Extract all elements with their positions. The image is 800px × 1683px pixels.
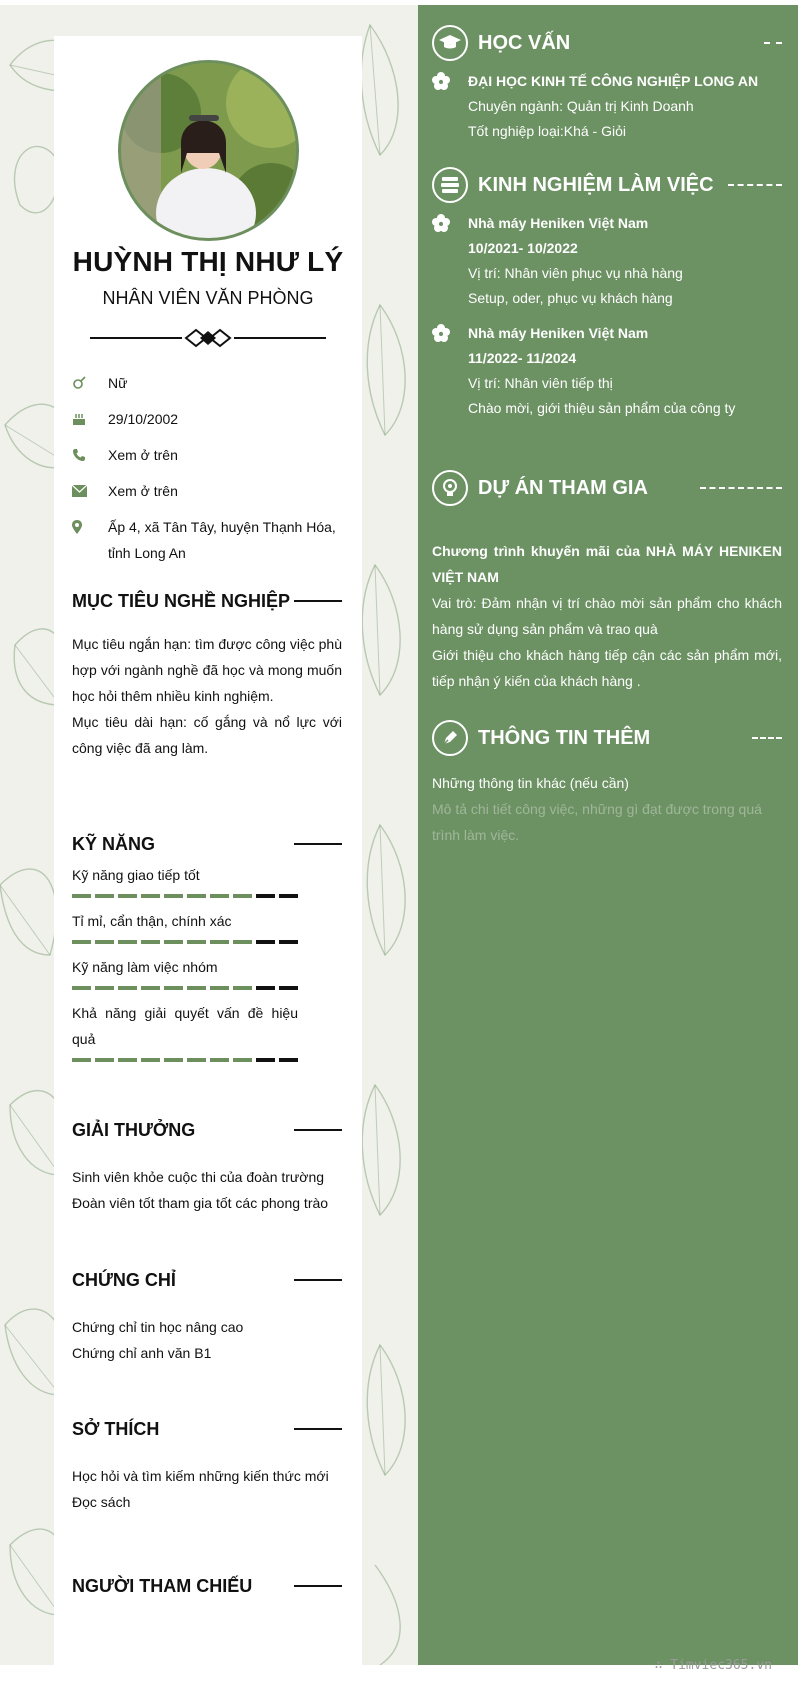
avatar: [118, 60, 299, 241]
right-column: [418, 5, 798, 1665]
birthday-cake-icon: [72, 406, 108, 432]
gender-icon: [72, 370, 108, 396]
skill-segment: [118, 940, 137, 944]
heading-dashes: [728, 184, 782, 186]
education-major: Chuyên ngành: Quản trị Kinh Doanh: [468, 98, 694, 114]
contact-gender: [72, 370, 342, 396]
skill-level-bar: [72, 986, 298, 990]
skill-segment: [72, 894, 91, 898]
skill-segment: [72, 1058, 91, 1062]
contact-phone: [72, 442, 342, 468]
education-section: [432, 25, 782, 144]
heading-rule: [294, 1129, 342, 1131]
experience-position: Vị trí: Nhân viên tiếp thị: [468, 375, 613, 391]
skill-segment: [141, 1058, 160, 1062]
phone-icon: [72, 442, 108, 468]
experience-heading: [432, 167, 782, 203]
education-entry: [432, 69, 782, 144]
address-value: Ấp 4, xã Tân Tây, huyện Thạnh Hóa, tỉnh Long An: [108, 519, 336, 561]
lightbulb-gear-icon: [432, 470, 468, 506]
experience-heading-text: KINH NGHIỆM LÀM VIỆC: [478, 173, 714, 196]
phone-value: Xem ở trên: [108, 447, 178, 463]
education-heading: [432, 25, 782, 61]
additional-heading: [432, 720, 782, 756]
skills-list: [72, 862, 342, 1062]
education-school: ĐẠI HỌC KINH TẾ CÔNG NGHIỆP LONG AN: [468, 73, 759, 89]
objective-long-term: Mục tiêu dài hạn: cố gắng và nổ lực với công việc đã ang làm.: [72, 714, 342, 756]
objective-section: [72, 587, 342, 761]
additional-heading-text: THÔNG TIN THÊM: [478, 726, 651, 749]
experience-period: 11/2022- 11/2024: [468, 350, 577, 366]
objective-heading: [72, 587, 342, 615]
hobbies-section: [72, 1415, 342, 1515]
award-item: Đoàn viên tốt tham gia tốt các phong trào: [72, 1195, 329, 1211]
project-body: [432, 538, 782, 694]
contact-birthday: [72, 406, 342, 432]
skill-segment: [187, 1058, 206, 1062]
education-heading-text: HỌC VẤN: [478, 31, 571, 54]
skill-segment: [256, 894, 275, 898]
experience-entry: [432, 321, 782, 421]
heading-rule: [294, 1279, 342, 1281]
books-icon: [432, 167, 468, 203]
additional-placeholder: Mô tả chi tiết công việc, những gì đạt được trong quá trình làm việc.: [432, 801, 762, 843]
experience-entry: [432, 211, 782, 311]
experience-company: Nhà máy Heniken Việt Nam: [468, 215, 649, 231]
objective-body: [72, 631, 342, 761]
skill-item: [72, 1000, 342, 1062]
avatar-photo-icon: [121, 63, 299, 241]
heading-rule: [294, 1585, 342, 1587]
objective-short-term: Mục tiêu ngắn hạn: tìm được công việc phù hợp với ngành nghề đã học và mong muốn học hỏi thêm nhiều kinh nghiệm.: [72, 636, 342, 704]
skill-name: Kỹ năng giao tiếp tốt: [72, 867, 200, 883]
experience-position: Vị trí: Nhân viên phục vụ nhà hàng: [468, 265, 683, 281]
job-title: NHÂN VIÊN VĂN PHÒNG: [102, 288, 314, 308]
skill-segment: [256, 1058, 275, 1062]
watermark: ∴ Timviec365.vn: [654, 1658, 772, 1673]
skill-segment: [141, 986, 160, 990]
graduation-cap-icon: [432, 25, 468, 61]
skill-item: [72, 862, 342, 898]
additional-section: [432, 720, 782, 848]
project-role: Vai trò: Đảm nhận vị trí chào mời sản phẩm cho khách hàng sử dụng sản phẩm và trao quà: [432, 595, 782, 637]
skill-segment: [279, 894, 298, 898]
skills-section: [72, 830, 342, 1072]
skill-segment: [279, 1058, 298, 1062]
references-heading-text: NGƯỜI THAM CHIẾU: [72, 1575, 253, 1596]
skill-segment: [118, 894, 137, 898]
skill-segment: [210, 1058, 229, 1062]
skill-segment: [279, 986, 298, 990]
gender-value: Nữ: [108, 375, 128, 391]
certificates-heading-text: CHỨNG CHỈ: [72, 1269, 176, 1290]
skills-heading: [72, 830, 342, 858]
heading-dashes: [700, 487, 782, 489]
references-section: [72, 1572, 342, 1600]
skill-segment: [164, 894, 183, 898]
awards-list: [72, 1164, 342, 1216]
additional-body: [432, 770, 782, 848]
skill-segment: [233, 894, 252, 898]
projects-heading-text: DỰ ÁN THAM GIA: [478, 476, 648, 499]
hobbies-list: [72, 1463, 342, 1515]
awards-section: [72, 1116, 342, 1216]
birthday-value: 29/10/2002: [108, 411, 179, 427]
skill-segment: [95, 1058, 114, 1062]
skill-segment: [210, 986, 229, 990]
objective-heading-text: MỤC TIÊU NGHỀ NGHIỆP: [72, 590, 291, 611]
experience-section: [432, 167, 782, 421]
heading-rule: [294, 1428, 342, 1430]
skill-name: Kỹ năng làm việc nhóm: [72, 959, 218, 975]
skill-segment: [210, 894, 229, 898]
skills-heading-text: KỸ NĂNG: [72, 833, 156, 854]
hobbies-heading: [72, 1415, 342, 1443]
skill-segment: [164, 1058, 183, 1062]
hobby-item: Học hỏi và tìm kiếm những kiến thức mới: [72, 1468, 329, 1484]
references-heading: [72, 1572, 342, 1600]
skill-segment: [164, 940, 183, 944]
skill-segment: [187, 894, 206, 898]
contact-address: [72, 514, 342, 566]
skill-segment: [95, 986, 114, 990]
hobbies-heading-text: SỞ THÍCH: [72, 1418, 160, 1439]
skill-segment: [164, 986, 183, 990]
skill-segment: [233, 940, 252, 944]
skill-segment: [256, 940, 275, 944]
skill-segment: [141, 894, 160, 898]
skill-segment: [95, 894, 114, 898]
skill-segment: [118, 1058, 137, 1062]
experience-period: 10/2021- 10/2022: [468, 240, 578, 256]
skill-item: [72, 908, 342, 944]
additional-text: Những thông tin khác (nếu cần): [432, 775, 629, 791]
heading-rule: [294, 600, 342, 602]
email-icon: [72, 478, 108, 504]
flower-bullet-icon: [432, 72, 450, 90]
skill-name: Khả năng giải quyết vấn đề hiệu quả: [72, 1005, 298, 1047]
contact-list: [72, 370, 342, 576]
skill-segment: [95, 940, 114, 944]
skill-segment: [279, 940, 298, 944]
projects-section: [432, 470, 782, 694]
certificates-heading: [72, 1266, 342, 1294]
skill-segment: [187, 940, 206, 944]
candidate-name: HUỲNH THỊ NHƯ LÝ: [72, 246, 344, 277]
skill-segment: [72, 986, 91, 990]
education-grade: Tốt nghiệp loại:Khá - Giỏi: [468, 123, 626, 139]
skill-level-bar: [72, 894, 298, 898]
skill-segment: [118, 986, 137, 990]
skill-segment: [256, 986, 275, 990]
name-divider: [90, 328, 326, 348]
email-value: Xem ở trên: [108, 483, 178, 499]
project-name: Chương trình khuyến mãi của NHÀ MÁY HENIKEN VIỆT NAM: [432, 543, 782, 585]
heading-dashes: [764, 42, 782, 44]
skill-name: Tỉ mỉ, cẩn thận, chính xác: [72, 913, 232, 929]
certificate-item: Chứng chỉ tin học nâng cao: [72, 1319, 244, 1335]
skill-item: [72, 954, 342, 990]
project-description: Giới thiệu cho khách hàng tiếp cận các sản phẩm mới, tiếp nhận ý kiến của khách hàng .: [432, 647, 782, 689]
flower-bullet-icon: [432, 324, 450, 342]
certificates-list: [72, 1314, 342, 1366]
heading-dashes: [752, 737, 782, 739]
skill-level-bar: [72, 940, 298, 944]
award-item: Sinh viên khỏe cuộc thi của đoàn trường: [72, 1169, 325, 1185]
pen-icon: [432, 720, 468, 756]
contact-email: [72, 478, 342, 504]
heading-rule: [294, 843, 342, 845]
projects-heading: [432, 470, 782, 506]
skill-level-bar: [72, 1058, 298, 1062]
certificates-section: [72, 1266, 342, 1366]
skill-segment: [72, 940, 91, 944]
skill-segment: [233, 1058, 252, 1062]
experience-description: Chào mời, giới thiệu sản phẩm của công ty: [468, 400, 736, 416]
experience-description: Setup, oder, phục vụ khách hàng: [468, 290, 673, 306]
flower-bullet-icon: [432, 214, 450, 232]
experience-company: Nhà máy Heniken Việt Nam: [468, 325, 649, 341]
awards-heading: [72, 1116, 342, 1144]
skill-segment: [187, 986, 206, 990]
awards-heading-text: GIẢI THƯỞNG: [72, 1119, 196, 1140]
location-pin-icon: [72, 514, 108, 540]
certificate-item: Chứng chỉ anh văn B1: [72, 1345, 212, 1361]
skill-segment: [233, 986, 252, 990]
hobby-item: Đọc sách: [72, 1494, 131, 1510]
skill-segment: [141, 940, 160, 944]
skill-segment: [210, 940, 229, 944]
